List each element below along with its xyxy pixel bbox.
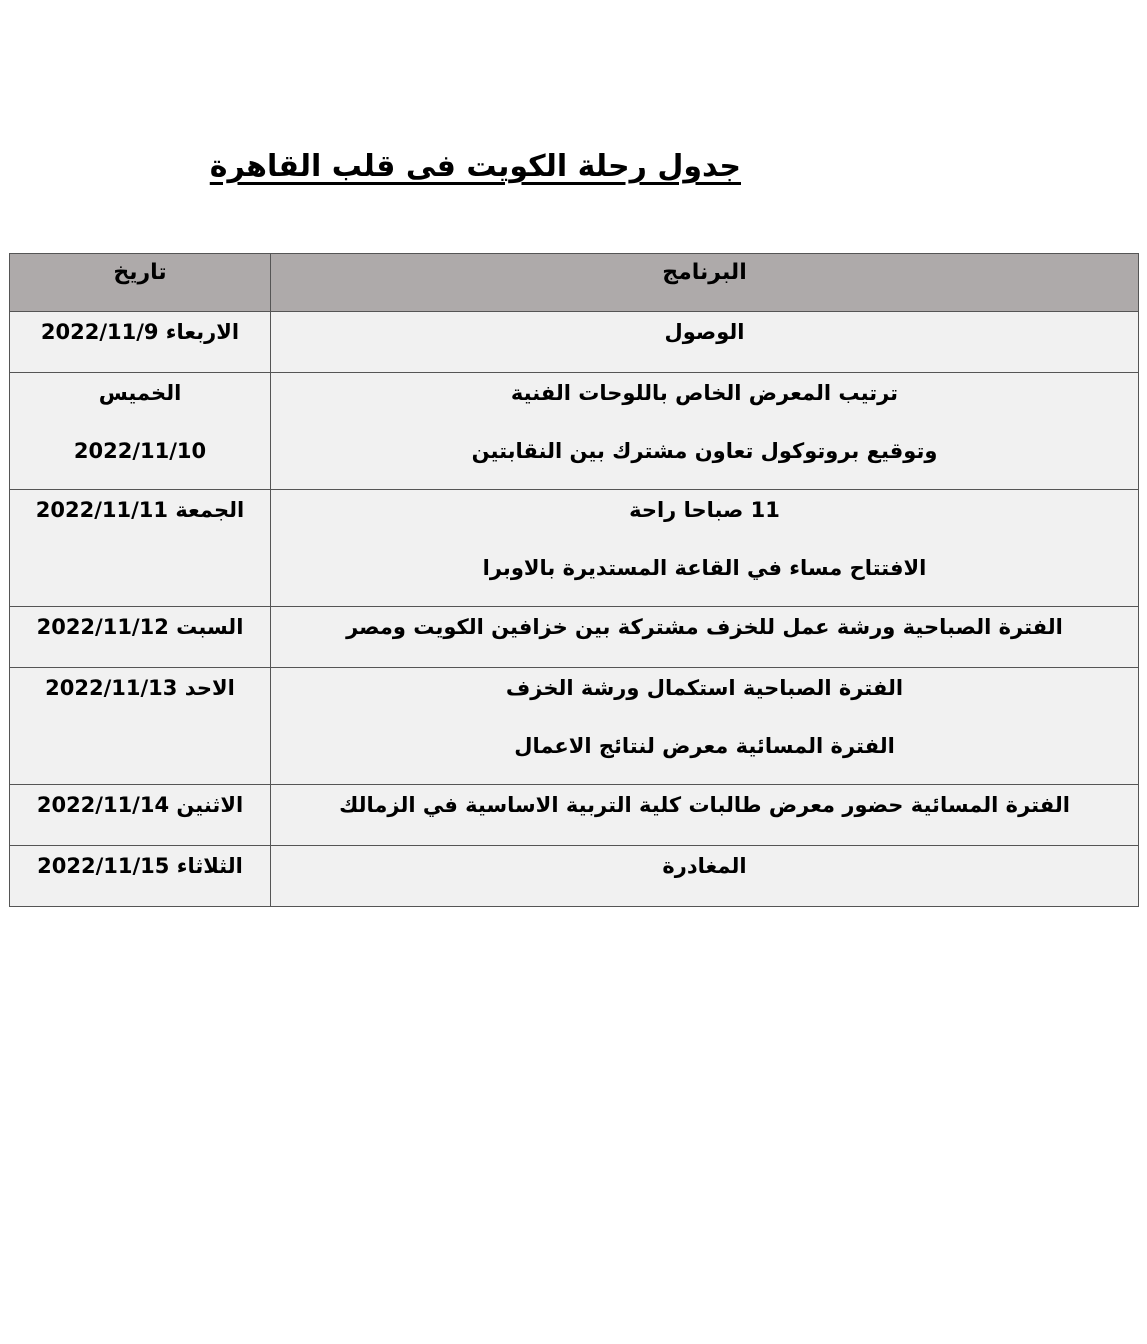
date-line: السبت 2022/11/12 (36, 615, 244, 639)
program-cell (271, 668, 1139, 785)
program-line: الافتتاح مساء في القاعة المستديرة بالاوبرا (482, 556, 927, 580)
program-line: ترتيب المعرض الخاص باللوحات الفنية (510, 381, 899, 405)
table-row (10, 668, 1139, 785)
date-line: الاحد 2022/11/13 (45, 676, 235, 700)
date-line: الجمعة 2022/11/11 (35, 498, 245, 522)
date-line: الثلاثاء 2022/11/15 (37, 854, 243, 878)
table-header-row (10, 254, 1139, 312)
program-cell (271, 846, 1139, 907)
date-line: 2022/11/10 (73, 439, 207, 463)
program-cell (271, 312, 1139, 373)
date-cell (10, 312, 271, 373)
header-date: تاريخ (10, 254, 271, 312)
date-cell (10, 668, 271, 785)
program-cell (271, 373, 1139, 490)
program-line: الفترة المسائية معرض لنتائج الاعمال (514, 734, 895, 758)
date-cell (10, 373, 271, 490)
program-cell (271, 607, 1139, 668)
program-cell (271, 490, 1139, 607)
table-row (10, 490, 1139, 607)
document-title: جدول رحلة الكويت فى قلب القاهرة (209, 149, 741, 184)
program-line: الفترة الصباحية استكمال ورشة الخزف (505, 676, 904, 700)
table-row (10, 846, 1139, 907)
date-cell (10, 607, 271, 668)
program-line: وتوقيع بروتوكول تعاون مشترك بين النقابتين (471, 439, 938, 463)
table-row (10, 785, 1139, 846)
date-line: الاثنين 2022/11/14 (36, 793, 244, 817)
program-line: الفترة المسائية حضور معرض طالبات كلية التربية الاساسية في الزمالك (339, 793, 1070, 817)
date-cell (10, 490, 271, 607)
date-cell (10, 785, 271, 846)
program-cell (271, 785, 1139, 846)
date-line: الخميس (98, 381, 182, 405)
table-row (10, 312, 1139, 373)
program-line: المغادرة (662, 854, 747, 878)
program-line: الفترة الصباحية ورشة عمل للخزف مشتركة بين خزافين الكويت ومصر (346, 615, 1063, 639)
program-line: 11 صباحا راحة (629, 498, 780, 522)
table-row (10, 607, 1139, 668)
program-line: الوصول (664, 320, 745, 344)
date-cell (10, 846, 271, 907)
header-program: البرنامج (271, 254, 1139, 312)
schedule-table (9, 253, 1139, 907)
date-line: الاربعاء 2022/11/9 (40, 320, 240, 344)
table-row (10, 373, 1139, 490)
